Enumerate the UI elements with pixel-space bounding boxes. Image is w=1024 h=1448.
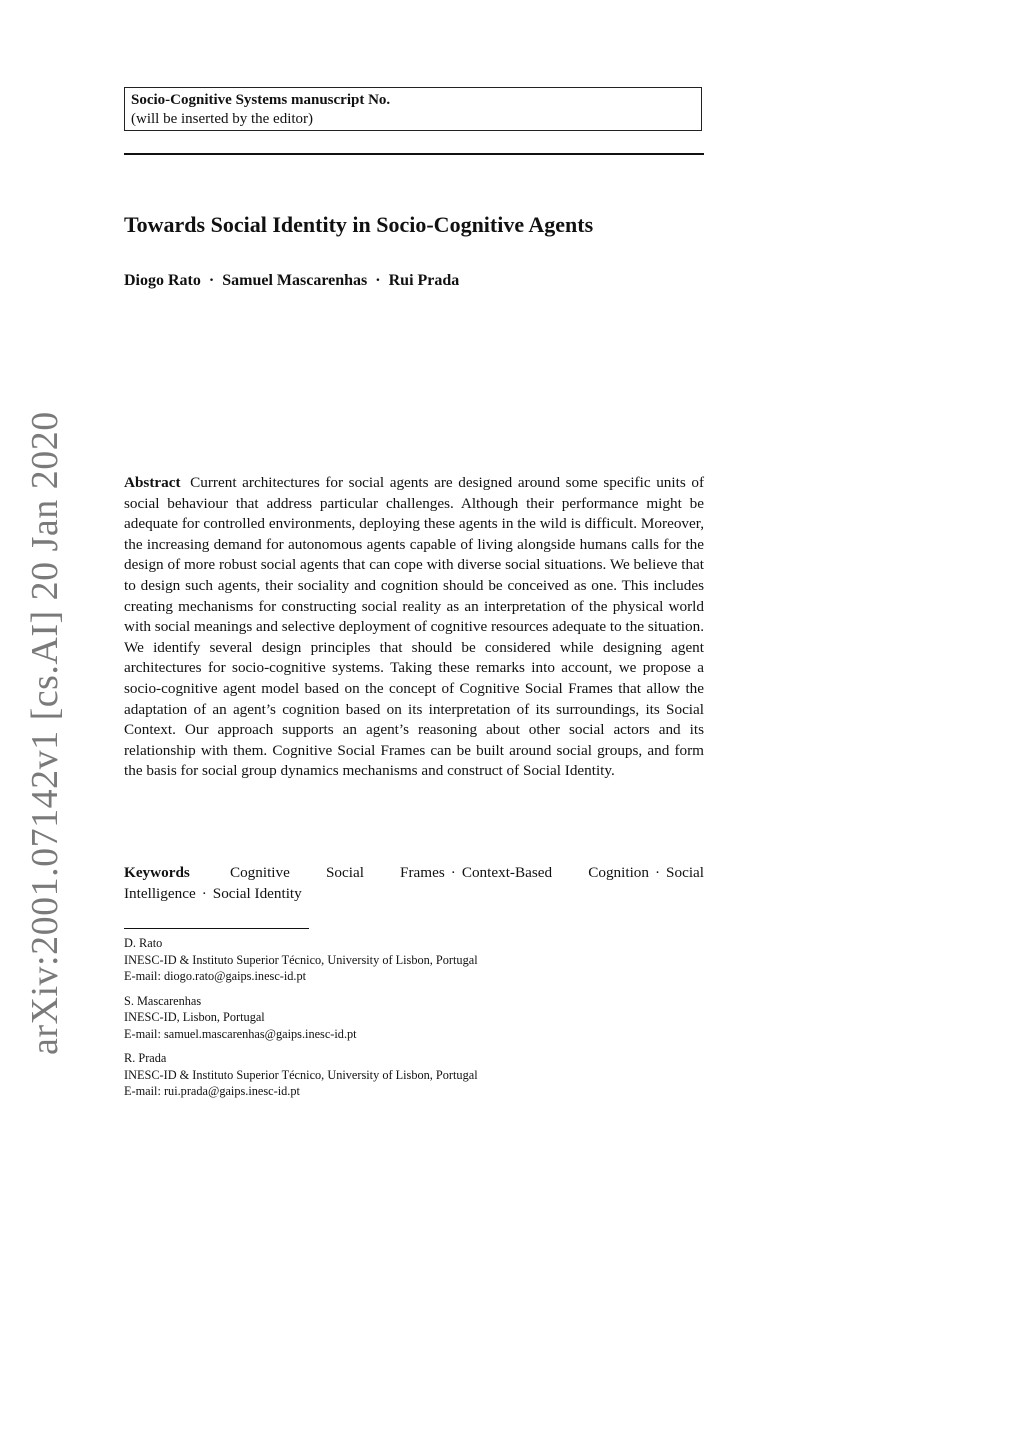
- affiliation-email: E-mail: rui.prada@gaips.inesc-id.pt: [124, 1084, 300, 1098]
- keyword-separator: ·: [654, 864, 661, 881]
- author-separator: ·: [375, 272, 381, 289]
- author-list: [124, 270, 504, 291]
- manuscript-info-box: [124, 87, 702, 131]
- affiliation-institution: INESC-ID, Lisbon, Portugal: [124, 1010, 265, 1024]
- affiliation-email: E-mail: samuel.mascarenhas@gaips.inesc-id.pt: [124, 1026, 357, 1041]
- affiliations: [124, 935, 704, 1108]
- affiliation-name: S. Mascarenhas: [124, 993, 202, 1008]
- arxiv-identifier: arXiv:2001.07142v1 [cs.AI] 20 Jan 2020: [24, 411, 66, 1055]
- keywords: [124, 863, 704, 904]
- abstract: [124, 473, 704, 782]
- abstract-label: Abstract: [124, 474, 181, 491]
- paper-title: Towards Social Identity in Socio-Cognitive Agents: [124, 212, 594, 237]
- keyword: Social Intelligence: [124, 864, 705, 902]
- footnote-rule: [124, 928, 309, 929]
- author-name: Rui Prada: [388, 272, 460, 289]
- affiliation-institution: INESC-ID & Instituto Superior Técnico, University of Lisbon, Portugal: [124, 1067, 478, 1082]
- affiliation-name: D. Rato: [124, 936, 163, 950]
- keywords-label: Keywords: [124, 864, 190, 881]
- editor-note: (will be inserted by the editor): [131, 111, 314, 127]
- keyword-separator: ·: [450, 864, 456, 881]
- keyword: Social Identity: [212, 884, 302, 902]
- affiliation-rato: [124, 935, 704, 985]
- keyword: Cognitive Social Frames: [229, 864, 445, 881]
- affiliation-mascarenhas: [124, 993, 704, 1043]
- affiliation-institution: INESC-ID & Instituto Superior Técnico, University of Lisbon, Portugal: [124, 952, 478, 967]
- author-name: Samuel Mascarenhas: [222, 272, 368, 289]
- affiliation-email: E-mail: diogo.rato@gaips.inesc-id.pt: [124, 969, 307, 983]
- keyword: Context-Based Cognition: [461, 864, 649, 881]
- keyword-separator: ·: [201, 884, 207, 902]
- affiliation-prada: [124, 1050, 704, 1100]
- abstract-text: Current architectures for social agents are designed around some specific units of social behaviour that address particular challenges. Although their performance might be adequate for controlled environments, deploying these agents in the wild is difficult. Moreover, the increasing demand for autonomous agents capable of living alongside humans calls for the design of more robust social agents that can cope with diverse social situations. We believe that to design such agents, their sociality and cognition should be conceived as one. This includes creating mechanisms for constructing social reality as an interpretation of the physical world with social meanings and selective deployment of cognitive resources adequate to the situation. We identify several design principles that should be considered while designing agent architectures for socio-cognitive systems. Taking these remarks into account, we propose a socio-cognitive agent model based on the concept of Cognitive Social Frames that allow the adaptation of an agent’s cognition based on its interpretation of its surroundings, its Social Context. Our approach supports an agent’s reasoning about other social actors and its relationship with them. Cognitive Social Frames can be built around social groups, and form the basis for social group dynamics mechanisms and construct of Social Identity.: [124, 474, 705, 780]
- affiliation-name: R. Prada: [124, 1051, 167, 1065]
- author-name: Diogo Rato: [124, 272, 201, 289]
- header-rule: [124, 153, 704, 155]
- journal-name: Socio-Cognitive Systems manuscript No.: [131, 92, 391, 108]
- author-separator: ·: [208, 272, 215, 289]
